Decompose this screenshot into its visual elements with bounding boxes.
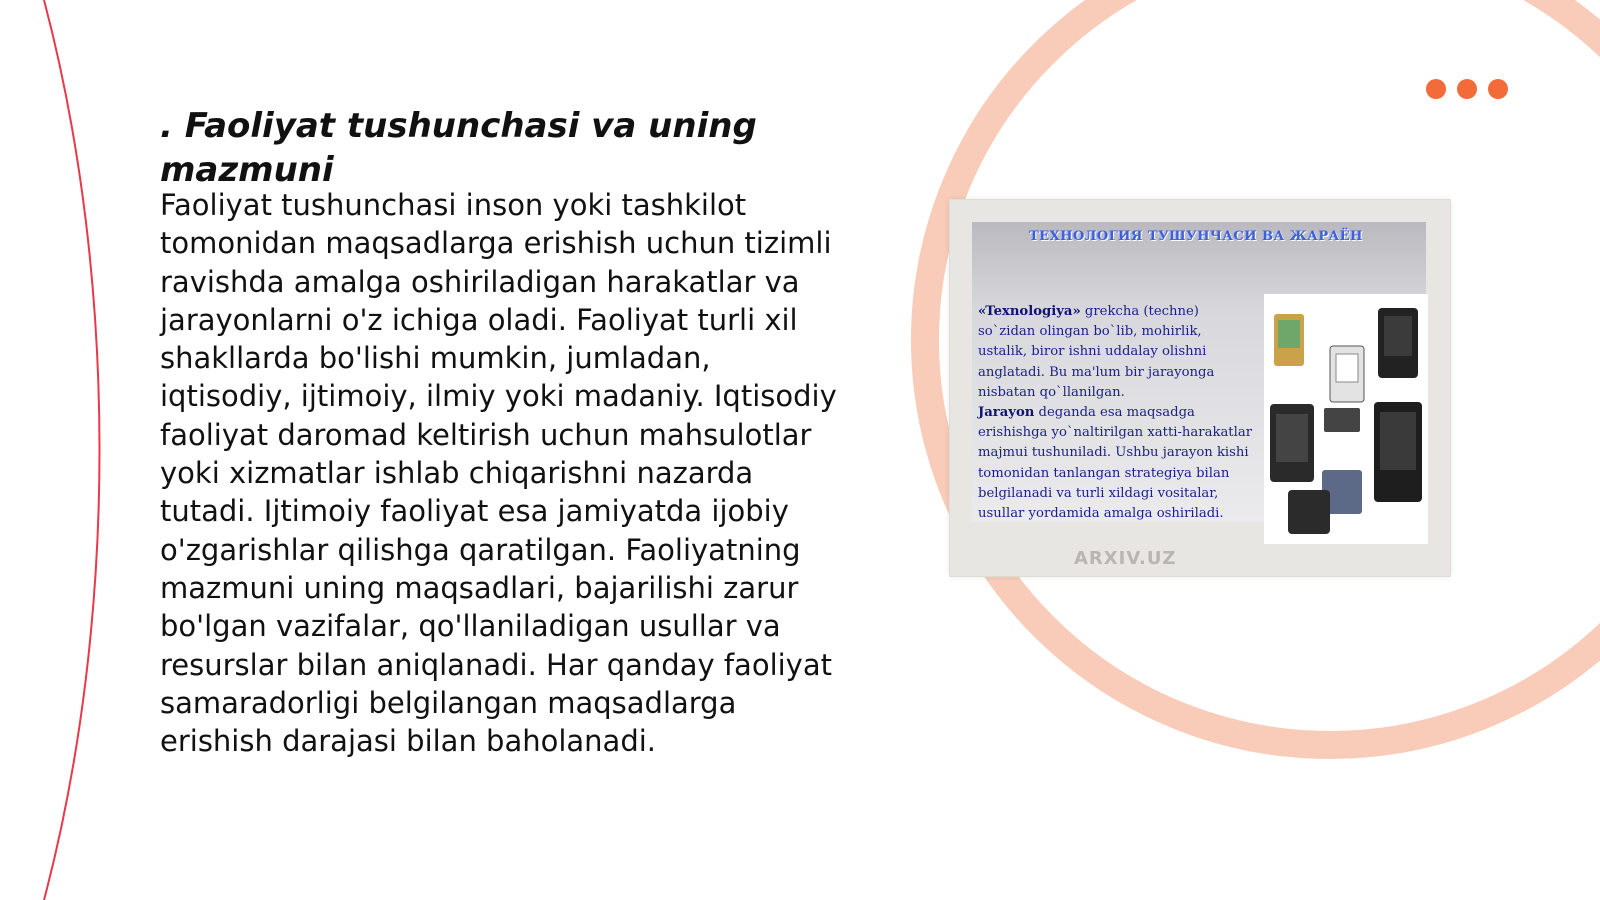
dot-icon <box>1488 79 1508 99</box>
term-texnologiya: «Texnologiya» <box>978 304 1081 319</box>
menu-dots[interactable] <box>1426 79 1508 99</box>
texnologiya-definition: grekcha (techne) so`zidan olingan bo`lib, mohirlik, ustalik, biror ishni uddalay olishni anglatadi. Bu ma'lum bir jarayonga nisbatan qo`llanilgan. <box>978 304 1215 400</box>
embedded-slide-panel <box>972 222 1426 522</box>
watermark-logo: ARXIV.UZ <box>1074 548 1177 569</box>
embedded-slide-heading: ТЕХНОЛОГИЯ ТУШУНЧАСИ ВА ЖАРАЁН <box>1029 229 1363 244</box>
dot-icon <box>1426 79 1446 99</box>
embedded-slide-text <box>978 302 1254 524</box>
body-paragraph: Faoliyat tushunchasi inson yoki tashkilot tomonidan maqsadlarga erishish uchun tizimli ravishda amalga oshiriladigan harakatlar va jarayonlarni o'z ichiga oladi. Faoliyat turli xil shakllarda bo'lishi mumkin, jumladan, iqtisodiy, ijtimoiy, ilmiy yoki madaniy. Iqtisodiy faoliyat daromad keltirish uchun mahsulotlar yoki xizmatlar ishlab chiqarishni nazarda tutadi. Ijtimoiy faoliyat esa jamiyatda ijobiy o'zgarishlar qilishga qaratilgan. Faoliyatning mazmuni uning maqsadlari, bajarilishi zarur bo'lgan vazifalar, qo'llaniladigan usullar va resurslar bilan aniqlanadi. Har qanday faoliyat samaradorligi belgilangan maqsadlarga erishish darajasi bilan baholanadi. <box>160 188 837 759</box>
jarayon-definition: deganda esa maqsadga erishishga yo`naltirilgan xatti-harakatlar majmui tushuniladi. Ushbu jarayon kishi tomonidan tanlangan strategiya bilan belgilanadi va turli xildagi vositalar, usullar yordamida amalga oshiriladi. <box>978 405 1252 522</box>
devices-photo <box>1264 294 1428 544</box>
slide-title: . Faoliyat tushunchasi va uning mazmuni <box>160 106 757 190</box>
left-curve-line <box>44 0 100 900</box>
devices-illustration <box>1264 294 1428 544</box>
embedded-slide-image <box>950 200 1450 576</box>
dot-icon <box>1457 79 1477 99</box>
term-jarayon: Jarayon <box>978 405 1035 421</box>
